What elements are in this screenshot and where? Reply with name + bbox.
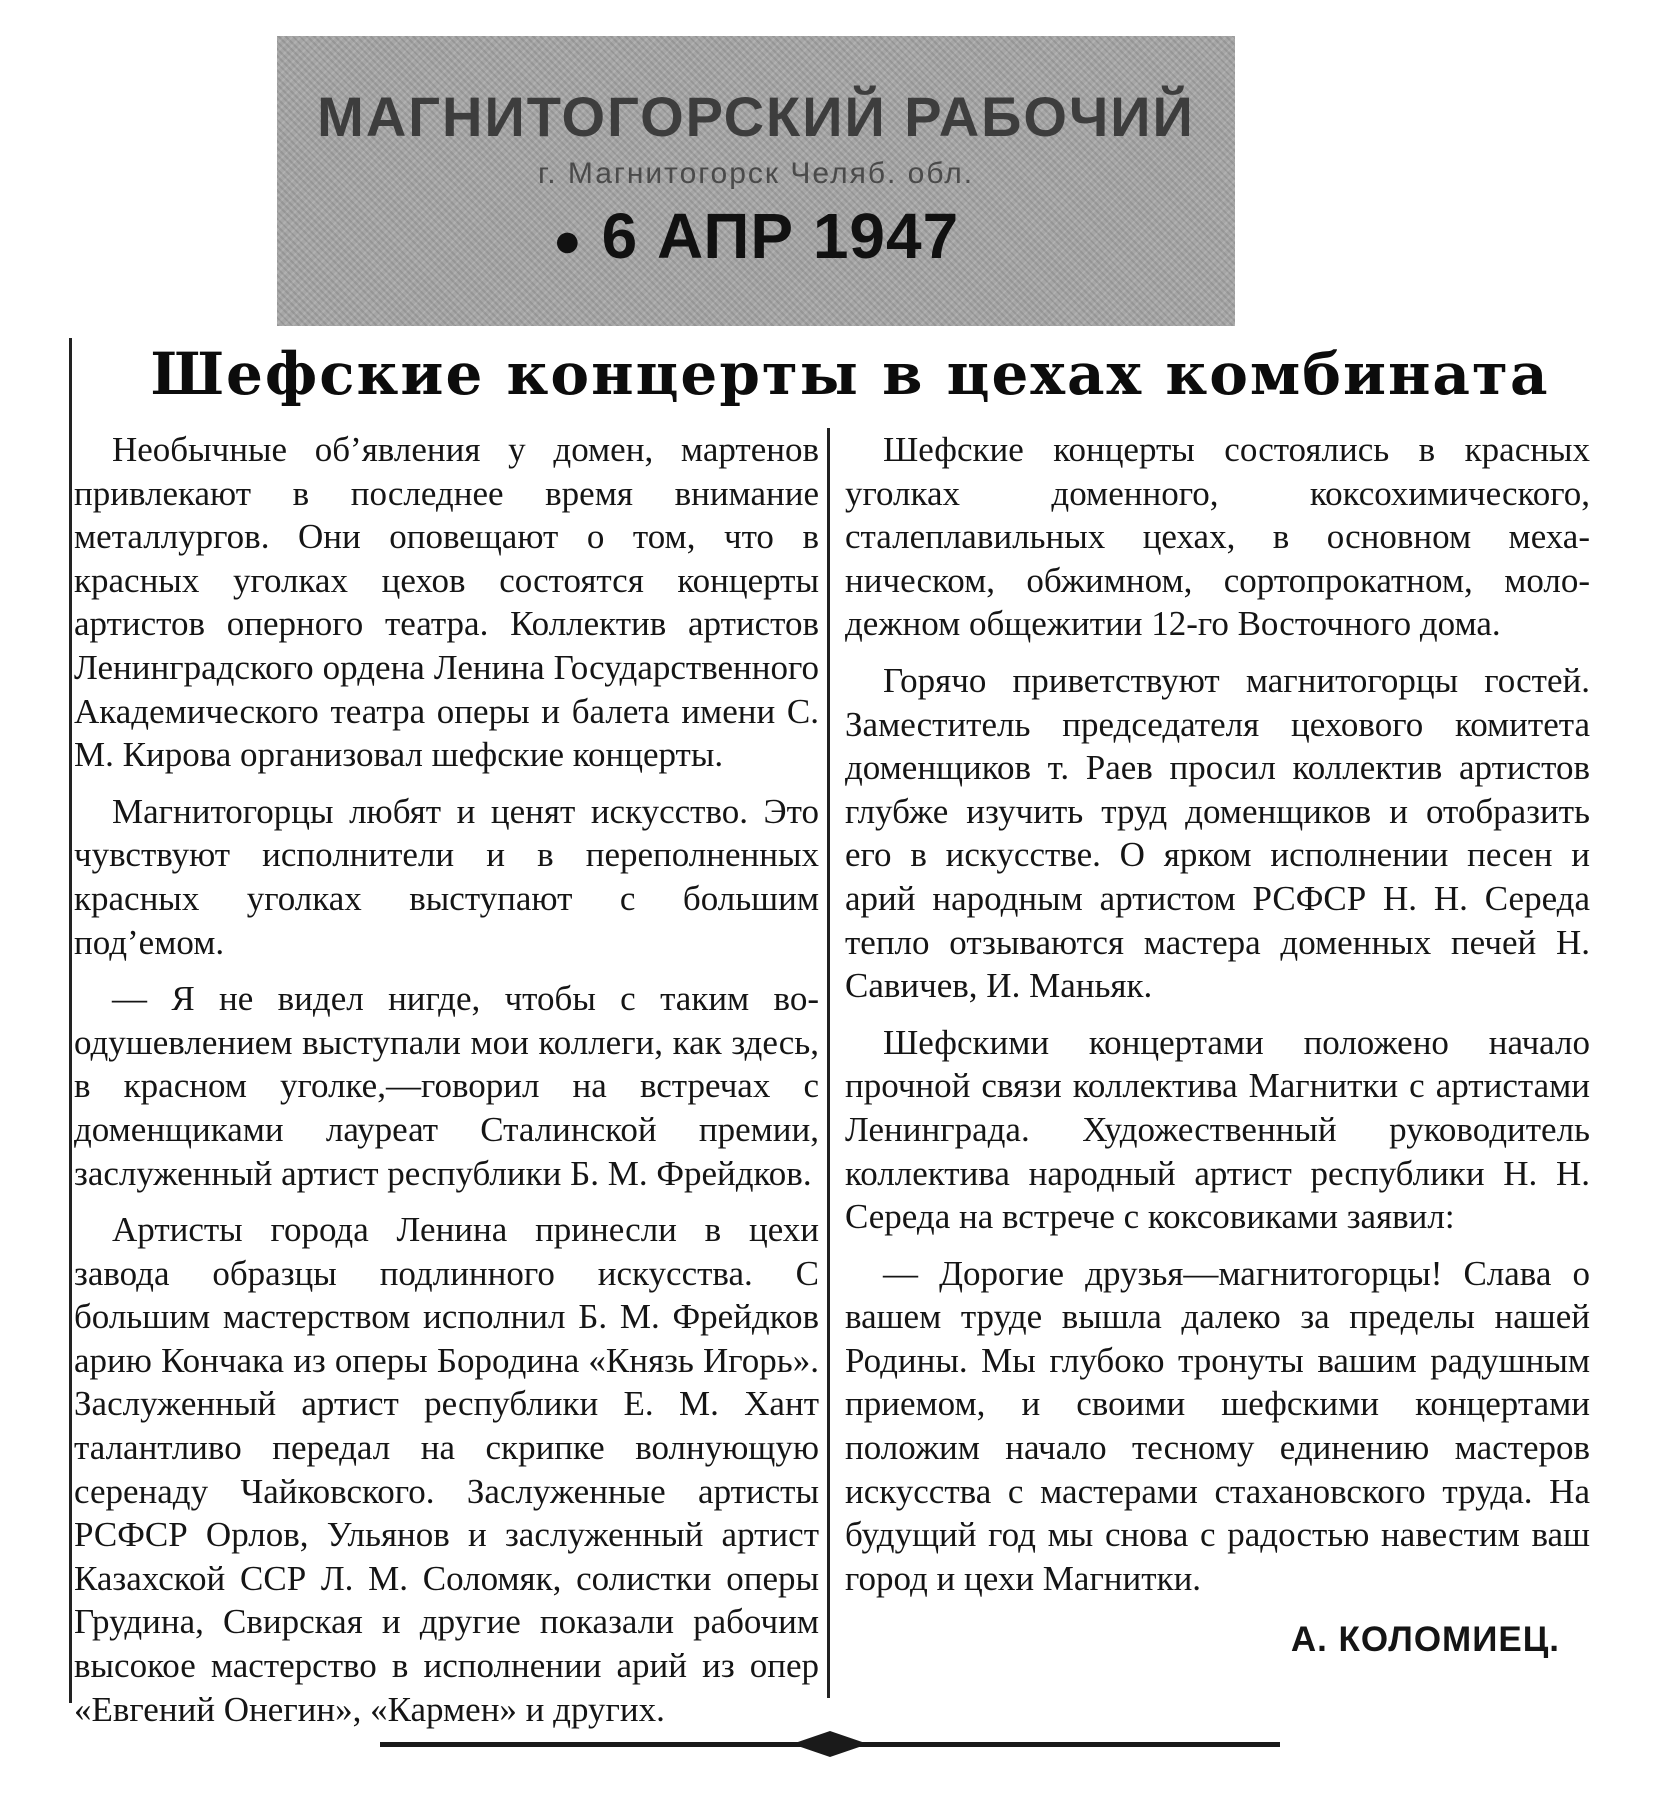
paragraph: Магнитогорцы любят и ценят искусство. Это чувствуют исполнители и в переполненных красных уголках выступают с большим под’емом. xyxy=(74,791,819,962)
paragraph: — Дорогие друзья—магнитогорцы! Слава о вашем труде вышла далеко за пределы нашей Родины. Мы глубоко тронуты вашим радушным приемом, и своими шефскими концертами положим начало тесному единению мастеров искусства с мастерами стахановского труда. На будущий год мы снова с радостью навестим ваш город и цехи Магнитки. xyxy=(845,1253,1590,1598)
left-column xyxy=(74,428,819,1744)
article-title: Шефские концерты в цехах комбината xyxy=(150,340,1550,408)
paragraph: Артисты города Ленина принесли в цехи завода образцы подлинного искусства. С большим мастерством исполнил Б. М. Фрейдков арию Кончака из оперы Бородина «Князь Игорь». Заслуженный артист республики Е. М. Хант талантливо передал на скрипке волнующую серенаду Чайковского. Заслуженные артисты РСФСР Орлов, Ульянов и заслуженный артист Казахской ССР Л. М. Соломяк, солистки оперы Грудина, Свирская и другие показали рабочим высокое мастерство в исполнении арий из опер «Евгений Онегин», «Кармен» и других. xyxy=(74,1210,819,1729)
left-column-rule xyxy=(69,338,72,1703)
stamp-date: 6 АПР 1947 xyxy=(601,200,960,272)
paragraph: Шефские концерты состоялись в красных уголках доменного, коксохимического, сталеплавильных цехах, в основном механическом, обжимном, сортопрокатном, молодежном общежитии 12-го Восточного дома. xyxy=(845,430,1590,644)
stamp-newspaper-name: МАГНИТОГОРСКИЙ РАБОЧИЙ xyxy=(317,85,1195,148)
end-ornament-icon xyxy=(380,1729,1280,1759)
stamp-bullet-icon: ● xyxy=(552,214,583,268)
paragraph: Шефскими концертами положено начало прочной связи коллектива Магнитки с артистами Ленинграда. Художественный руководитель коллектива народный артист республики Н. Н. Середа на встрече с коксовиками заявил: xyxy=(845,1022,1590,1237)
column-divider xyxy=(827,428,830,1698)
author-signature: А. КОЛОМИЕЦ. xyxy=(1290,1620,1560,1660)
clipping-stamp xyxy=(277,36,1235,326)
right-column xyxy=(845,428,1590,1662)
paragraph: — Я не видел нигде, чтобы с таким воодушевлением выступали мои коллеги, как здесь, в красном уголке,—говорил на встречах с доменщиками лауреат Сталинской премии, заслуженный артист республики Б. М. Фрейдков. xyxy=(74,979,819,1193)
stamp-date-row xyxy=(277,199,1235,273)
paragraph: Горячо приветствуют магнитогорцы гостей. Заместитель председателя цехового комитета доменщиков т. Раев просил коллектив артистов глубже изучить труд доменщиков и отобразить его в искусстве. О ярком исполнении песен и арий народным артистом РСФСР Н. Н. Середа тепло отзываются мастера доменных печей Н. Савичев, И. Маньяк. xyxy=(845,660,1590,1006)
paragraph: Необычные об’явления у домен, мартенов привлекают в последнее время внимание металлургов. Они оповещают о том, что в красных уголках цехов состоятся концерты артистов оперного театра. Коллектив артистов Ленинградского ордена Ленина Государственного Академического театра оперы и балета имени С. М. Кирова организовал шефские концерты. xyxy=(74,430,819,775)
stamp-location: г. Магнитогорск Челяб. обл. xyxy=(537,157,975,190)
